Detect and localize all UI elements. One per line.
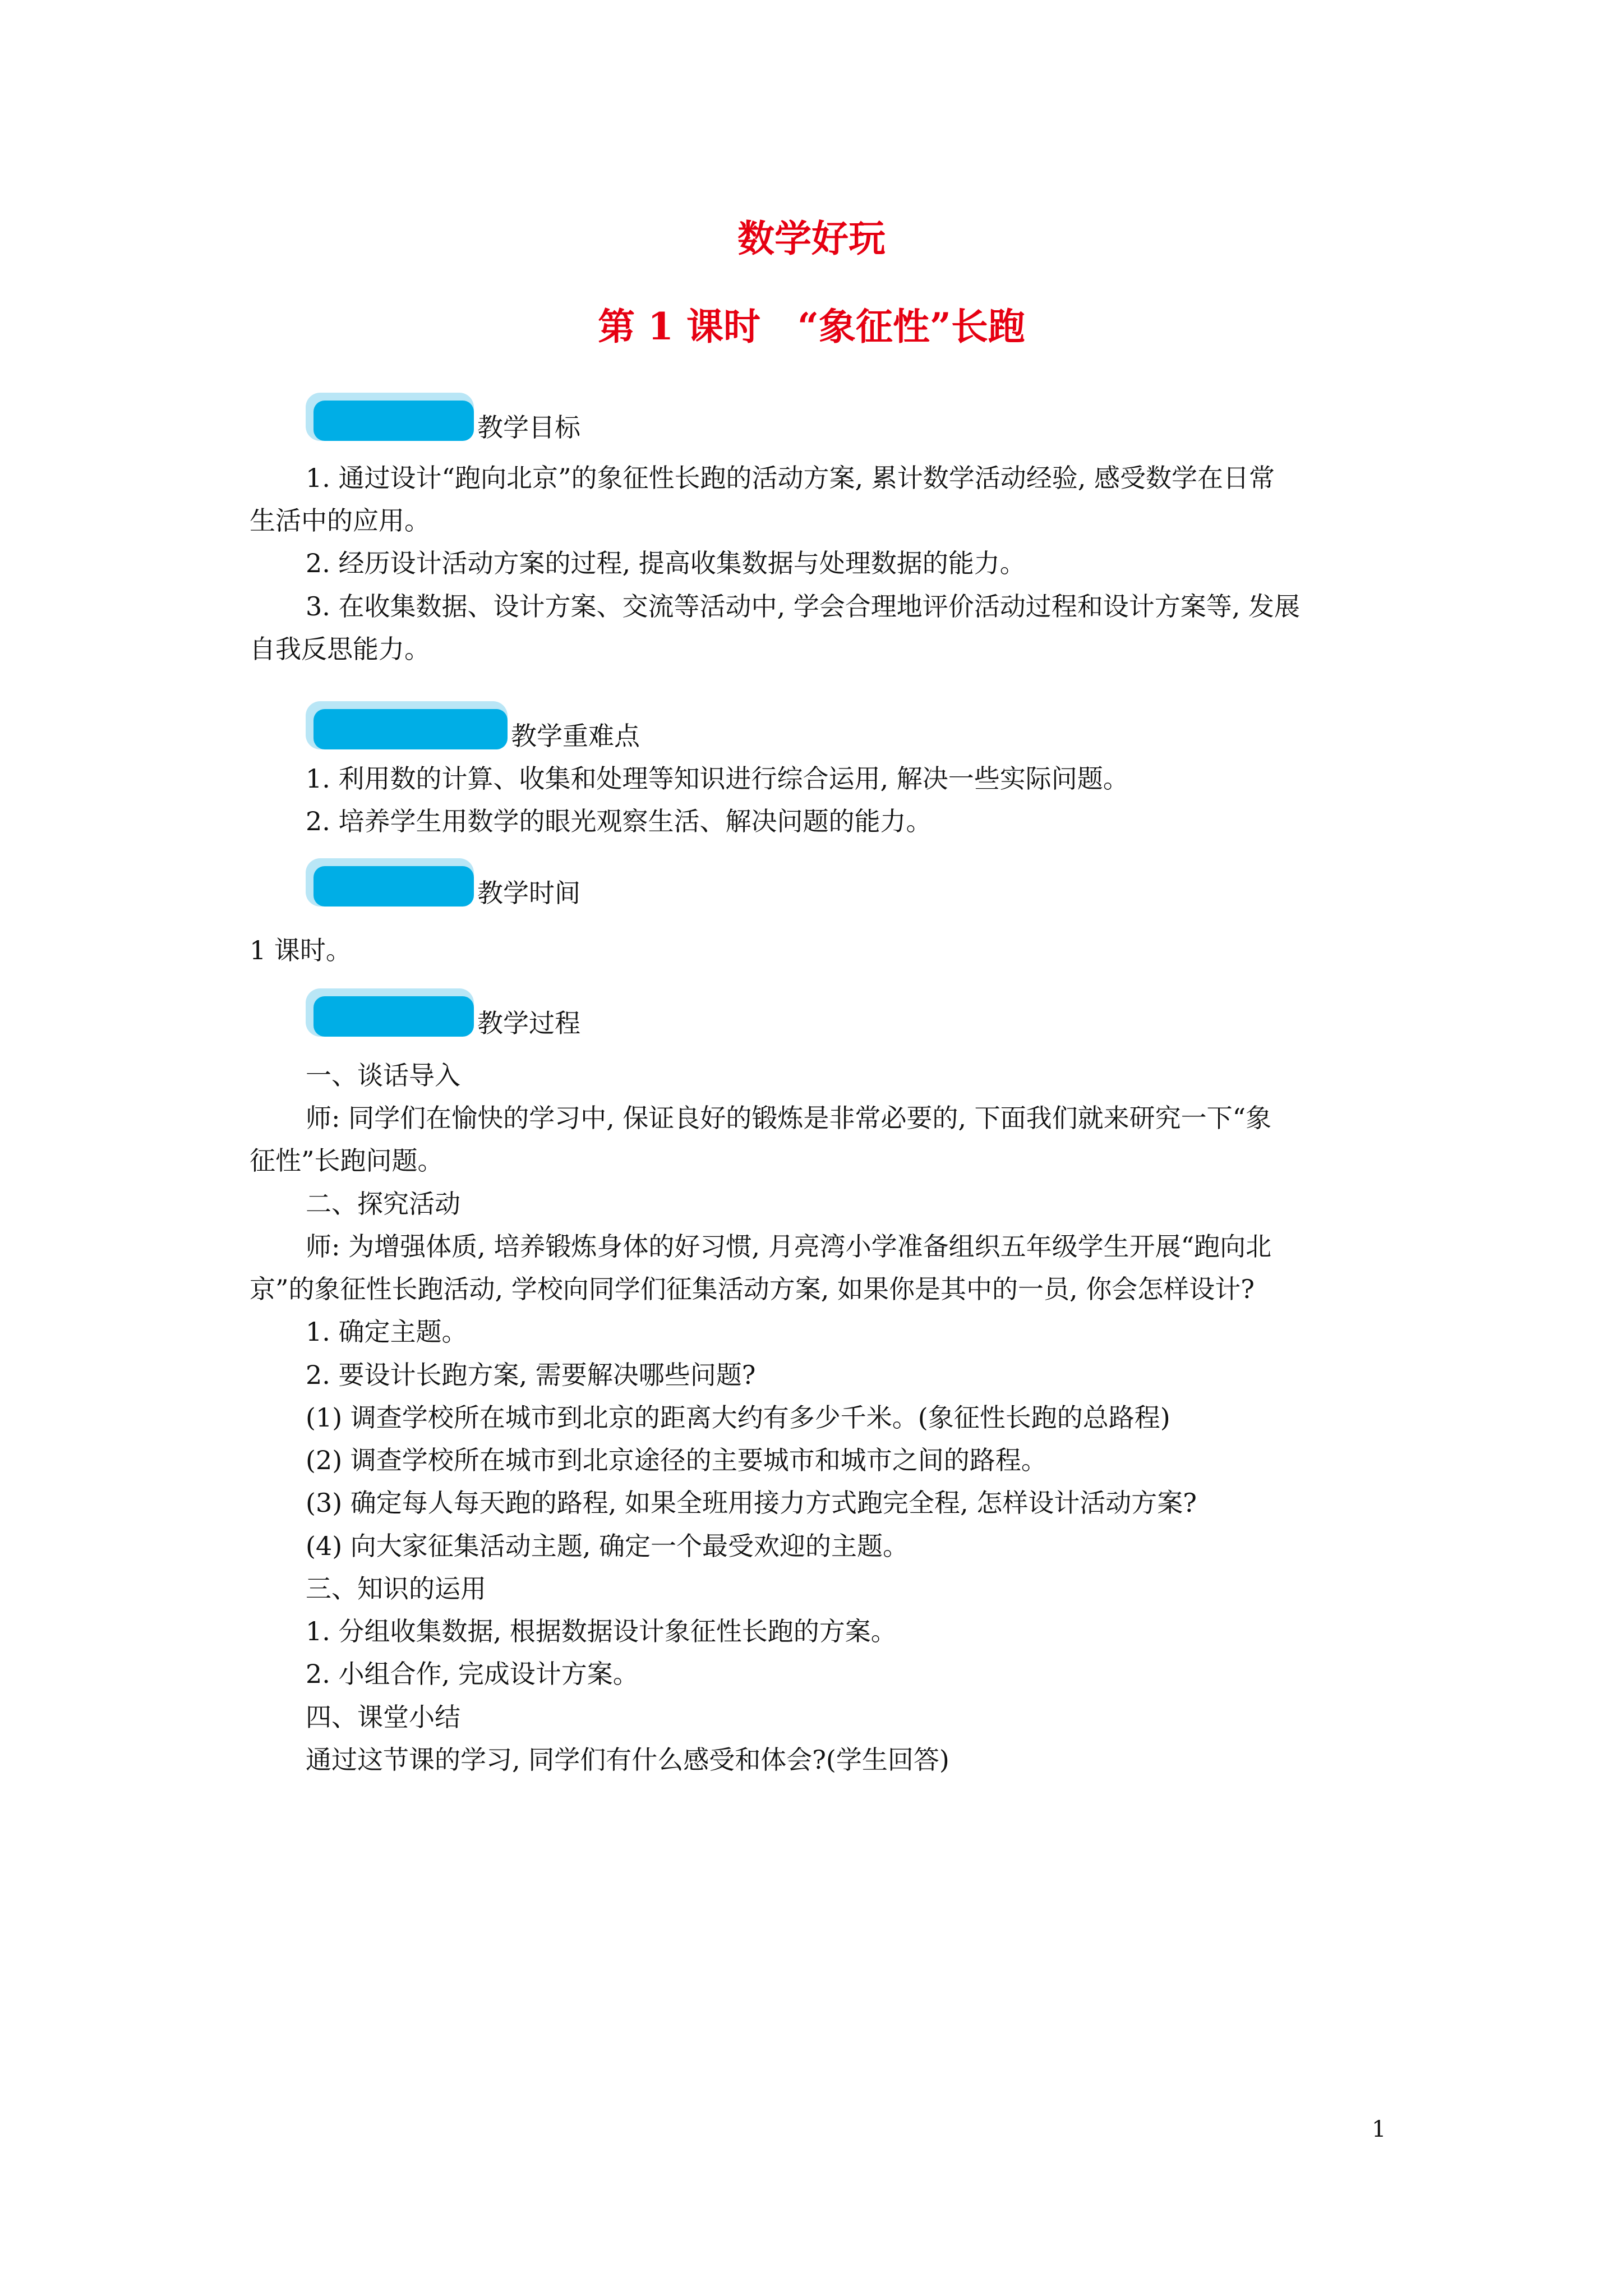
text-line: (4) 向大家征集活动主题, 确定一个最受欢迎的主题。	[306, 1531, 909, 1561]
text-line: 一、谈话导入	[306, 1060, 460, 1091]
text-line: 师: 为增强体质, 培养锻炼身体的好习惯, 月亮湾小学准备组织五年级学生开展“跑向北	[306, 1231, 1272, 1262]
text-line: 自我反思能力。	[250, 634, 430, 664]
text-line: 师: 同学们在愉快的学习中, 保证良好的锻炼是非常必要的, 下面我们就来研究一下“象	[306, 1103, 1272, 1133]
text-line: (1) 调查学校所在城市到北京的距离大约有多少千米。(象征性长跑的总路程)	[306, 1402, 1170, 1433]
section-label: 教学过程	[477, 1008, 580, 1038]
section-label: 教学重难点	[511, 721, 640, 751]
page-number: 1	[1372, 2116, 1386, 2142]
text-line: 二、探究活动	[306, 1189, 460, 1219]
text-line: (2) 调查学校所在城市到北京途径的主要城市和城市之间的路程。	[306, 1445, 1047, 1475]
text-line: 通过这节课的学习, 同学们有什么感受和体会?(学生回答)	[306, 1745, 949, 1775]
section-header-time	[306, 845, 580, 907]
text-line: 征性”长跑问题。	[250, 1145, 444, 1176]
text-line: 1 课时。	[250, 935, 352, 965]
text-line: 2. 经历设计活动方案的过程, 提高收集数据与处理数据的能力。	[306, 548, 1026, 578]
section-badge	[306, 393, 474, 441]
text-line: 2. 培养学生用数学的眼光观察生活、解决问题的能力。	[306, 806, 932, 836]
text-line: 3. 在收集数据、设计方案、交流等活动中, 学会合理地评价活动过程和设计方案等, 发展	[306, 591, 1300, 622]
text-line: 1. 通过设计“跑向北京”的象征性长跑的活动方案, 累计数学活动经验, 感受数学在日常	[306, 463, 1275, 493]
document-title: 数学好玩	[737, 217, 886, 260]
section-header-objectives	[306, 379, 580, 441]
text-line: 1. 分组收集数据, 根据数据设计象征性长跑的方案。	[306, 1616, 897, 1646]
text-line: 2. 小组合作, 完成设计方案。	[306, 1659, 639, 1689]
section-label: 教学目标	[477, 412, 580, 443]
section-badge	[306, 988, 474, 1037]
section-badge	[306, 858, 474, 907]
text-line: 2. 要设计长跑方案, 需要解决哪些问题?	[306, 1360, 756, 1390]
text-line: (3) 确定每人每天跑的路程, 如果全班用接力方式跑完全程, 怎样设计活动方案?	[306, 1488, 1197, 1518]
text-line: 1. 确定主题。	[306, 1317, 468, 1347]
section-header-key-points	[306, 688, 640, 749]
section-badge	[306, 701, 508, 749]
lesson-subtitle: 第 1 课时 “象征性”长跑	[598, 305, 1025, 348]
section-header-process	[306, 975, 580, 1037]
text-line: 三、知识的运用	[306, 1573, 486, 1604]
text-line: 京”的象征性长跑活动, 学校向同学们征集活动方案, 如果你是其中的一员, 你会怎样设计?	[250, 1274, 1255, 1304]
section-label: 教学时间	[477, 878, 580, 908]
text-line: 生活中的应用。	[250, 505, 430, 536]
text-line: 1. 利用数的计算、收集和处理等知识进行综合运用, 解决一些实际问题。	[306, 763, 1129, 794]
text-line: 四、课堂小结	[306, 1702, 460, 1732]
